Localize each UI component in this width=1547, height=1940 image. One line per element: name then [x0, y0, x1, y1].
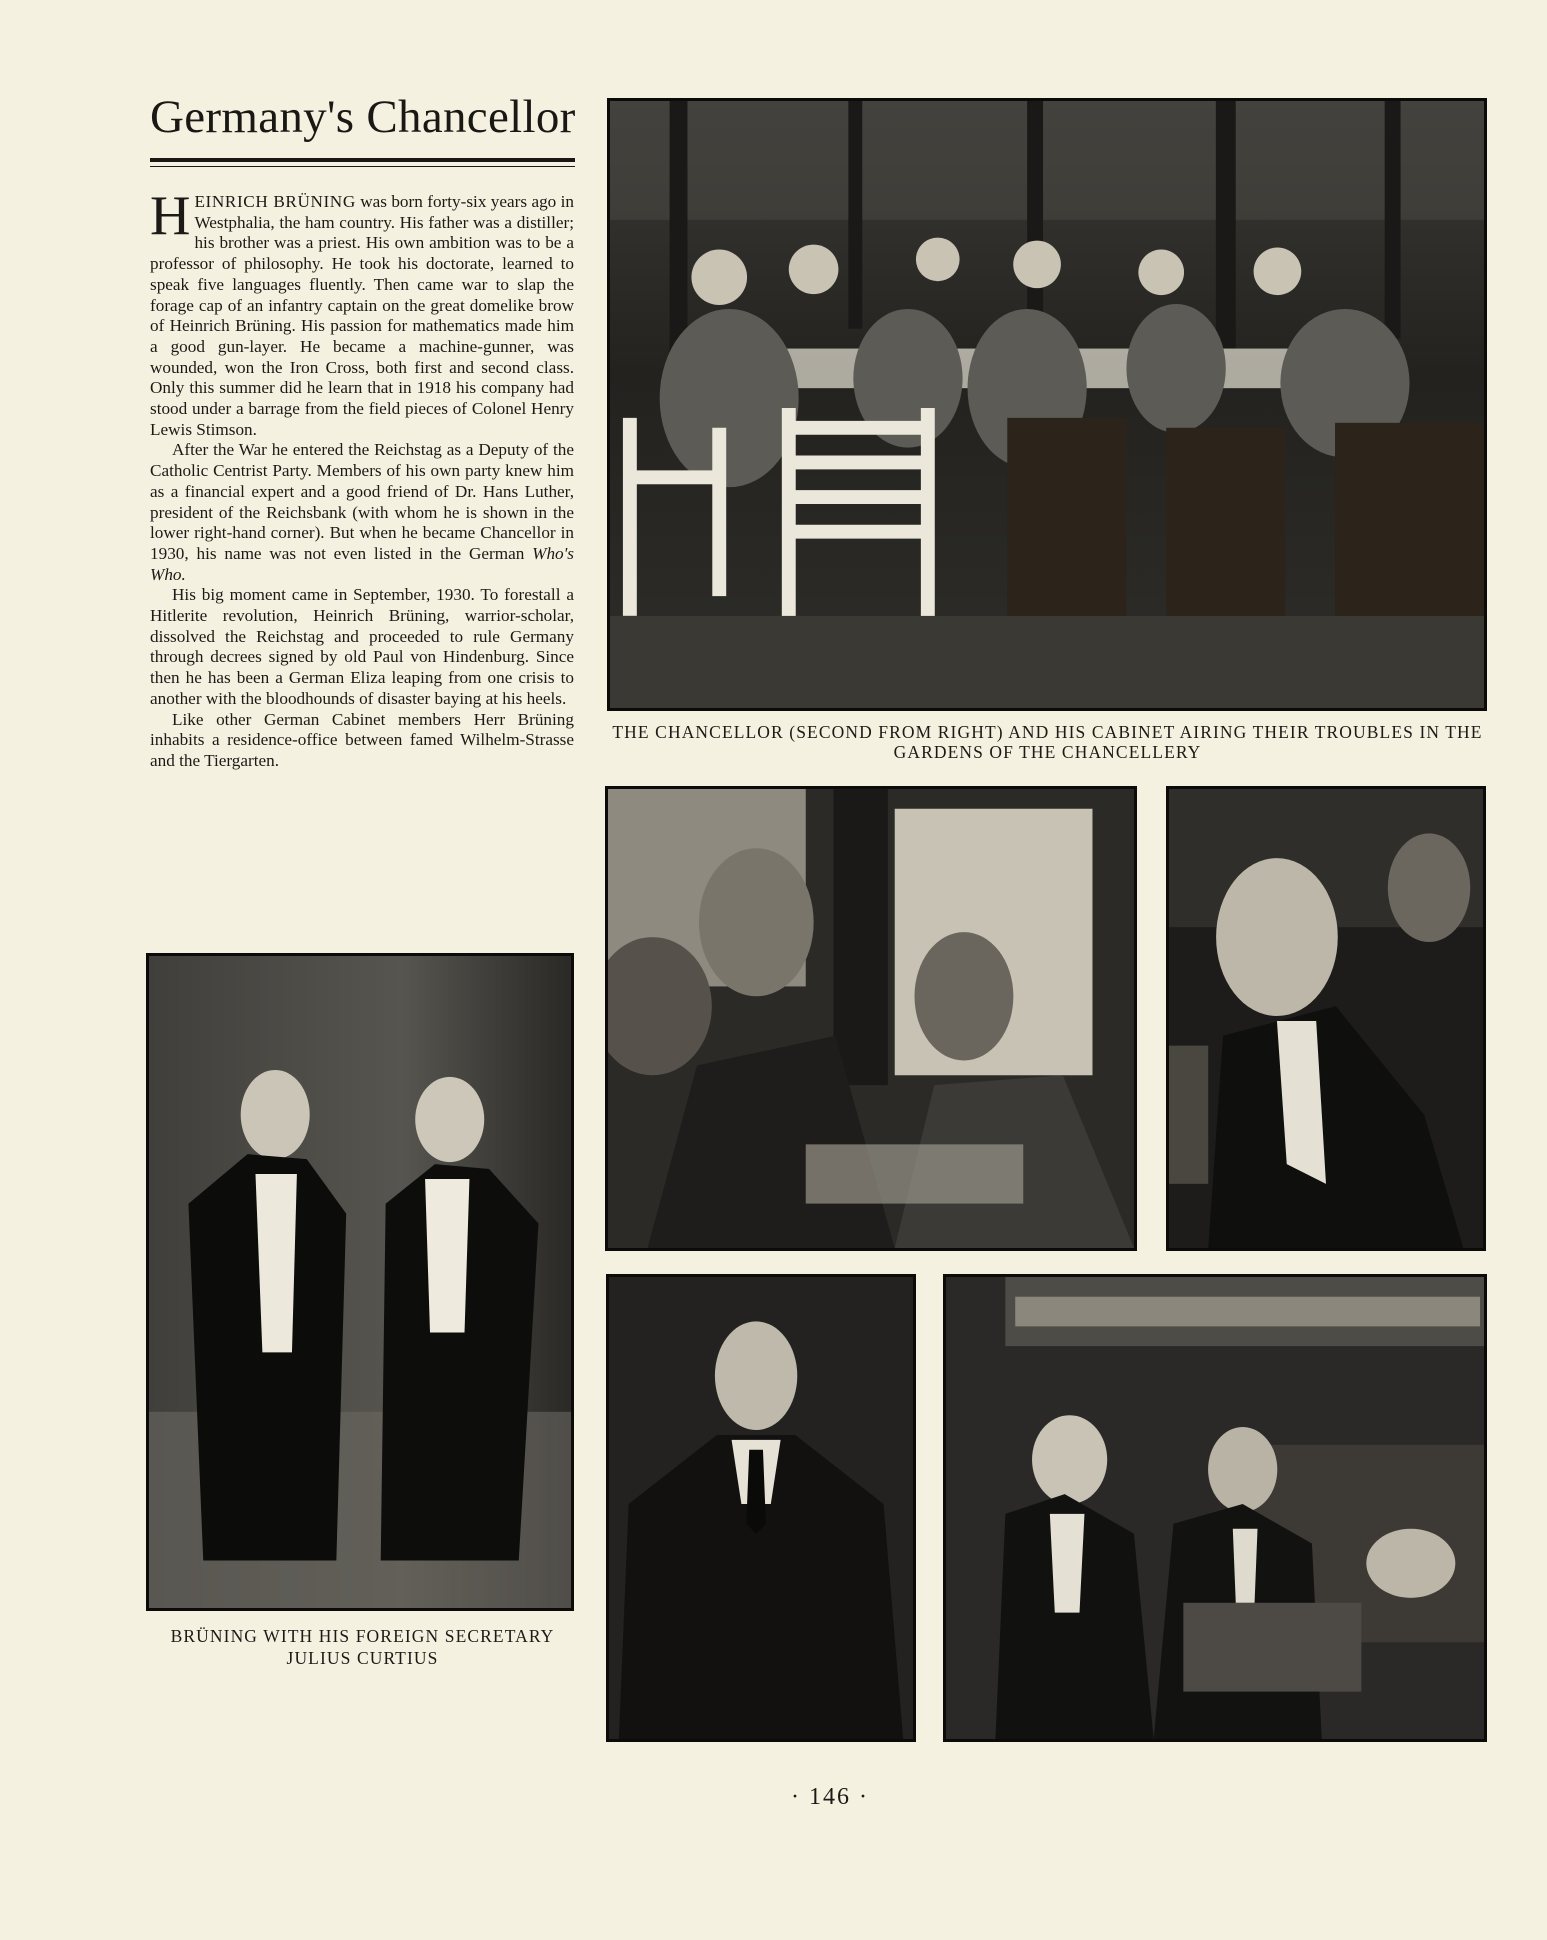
- article-body: [150, 185, 575, 772]
- article-paragraph-3: His big moment came in September, 1930. To forestall a Hitlerite revolution, Heinrich Brüning, warrior-scholar, dissolved the Reichstag and proceeded to rule Germany through decrees signed by old Paul von Hindenburg. Since then he has been a German Eliza leaping from one crisis to another with the bloodhounds of disaster baying at his heels.: [150, 585, 574, 708]
- article-paragraph-4: Like other German Cabinet members Herr Brüning inhabits a residence-office between famed Wilhelm-Strasse and the Tiergarten.: [150, 709, 574, 770]
- man-thinking-image: [1169, 789, 1483, 1248]
- photo-bruning-luther: [943, 1274, 1487, 1742]
- chancellor-cigar-image: [608, 789, 1134, 1248]
- bruning-curtius-image: [149, 956, 571, 1608]
- article-paragraph-1: [150, 185, 575, 440]
- bruning-luther-image: [946, 1277, 1484, 1739]
- lead-in: EINRICH BRÜNING: [194, 192, 356, 211]
- title-rule-thick: [150, 158, 575, 162]
- drop-cap: H: [150, 185, 191, 247]
- title-rule-thin: [150, 166, 575, 167]
- photo-cabinet-garden: [607, 98, 1487, 711]
- article-title: Germany's Chancellor: [150, 91, 576, 143]
- portrait-image: [609, 1277, 913, 1739]
- cabinet-garden-image: [610, 101, 1484, 708]
- paragraph-2-text: After the War he entered the Reichstag as a Deputy of the Catholic Centrist Party. Members of his own party knew him as a financial expert and a good friend of Dr. Hans Luther, president of the Reichsbank (with whom he is shown in the lower right-hand corner). But when he became Chancellor in 1930, his name was not even listed in the German: [150, 440, 574, 563]
- caption-curtius: BRÜNING WITH HIS FOREIGN SECRETARY JULIUS CURTIUS: [170, 1626, 555, 1668]
- whos-who-italic: Who's Who.: [150, 543, 574, 584]
- article-paragraph-2: [150, 440, 574, 585]
- caption-cabinet: THE CHANCELLOR (SECOND FROM RIGHT) AND HIS CABINET AIRING THEIR TROUBLES IN THE GARDENS OF THE CHANCELLERY: [612, 722, 1483, 762]
- paragraph-1-text: was born forty-six years ago in Westphalia, the ham country. His father was a distiller; his brother was a priest. His own ambition was to be a professor of philosophy. He took his doctorate, learned to speak five languages fluently. Then came war to slap the forage cap of an infantry captain on the great domelike brow of Heinrich Brüning. His passion for mathematics made him a good gun-layer. He became a machine-gunner, was wounded, won the Iron Cross, both first and second class. Only this summer did he learn that in 1918 his company had stood under a barrage from the field pieces of Colonel Henry Lewis Stimson.: [150, 192, 575, 439]
- photo-portrait: [606, 1274, 916, 1742]
- photo-chancellor-with-cigar: [605, 786, 1137, 1251]
- page-number: · 146 ·: [791, 1784, 869, 1810]
- photo-man-thinking: [1166, 786, 1486, 1251]
- photo-bruning-curtius: [146, 953, 574, 1611]
